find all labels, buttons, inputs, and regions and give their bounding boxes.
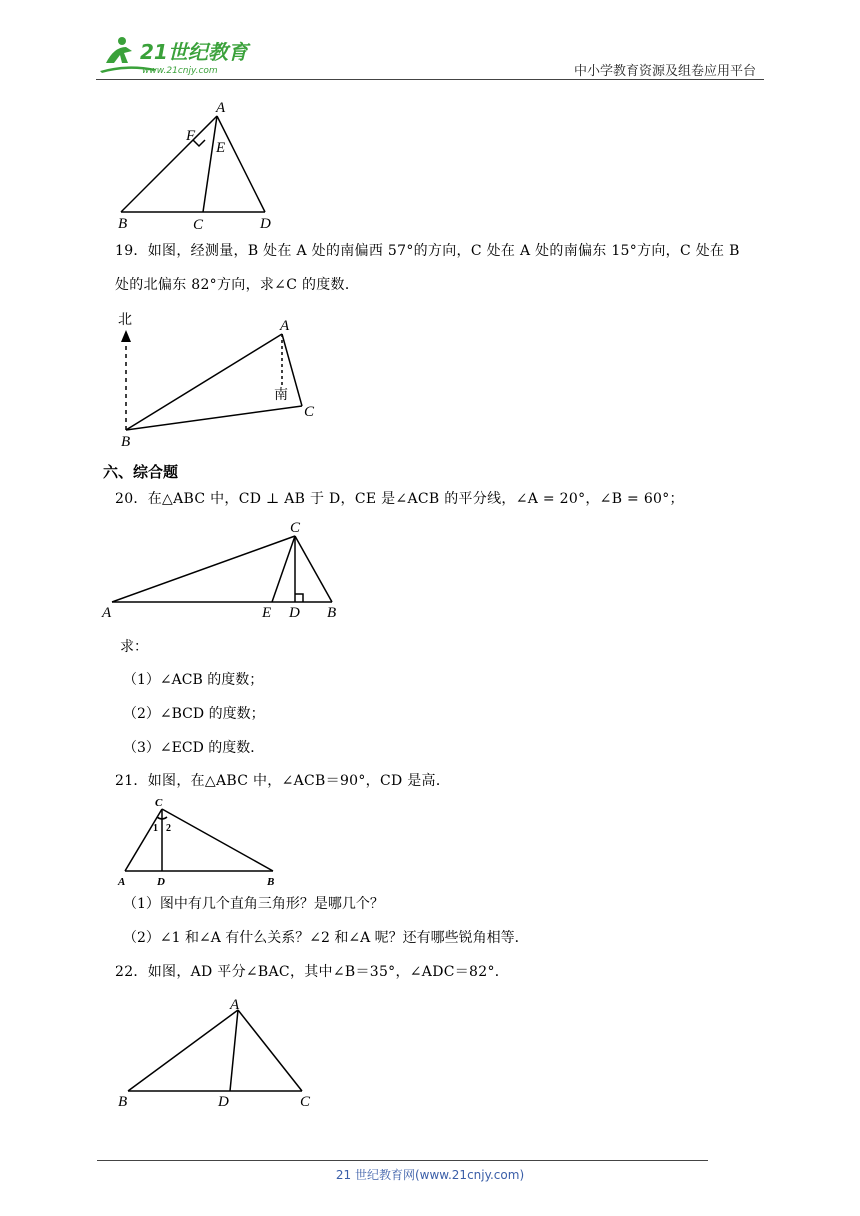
q21-sub1: （1）图中有几个直角三角形？是哪几个？: [123, 896, 384, 912]
label-C: C: [193, 217, 204, 233]
footer-divider: [97, 1160, 708, 1161]
label-C: C: [290, 520, 301, 536]
label-B: B: [118, 216, 128, 232]
q19-line2: 处的北偏东 82°方向，求∠C 的度数．: [115, 277, 360, 293]
label-A: A: [230, 997, 240, 1013]
label-A: A: [118, 876, 126, 888]
label-D: D: [218, 1094, 229, 1110]
label-C: C: [300, 1094, 311, 1110]
logo-text: 21世纪教育: [140, 40, 248, 64]
header-divider: [96, 79, 764, 80]
q20-sub1: （1）∠ACB 的度数；: [123, 672, 264, 688]
figure-q22: [112, 994, 322, 1116]
figure-q20: [100, 518, 350, 626]
label-E: E: [216, 140, 226, 156]
label-angle-1: 1: [153, 823, 158, 834]
label-B: B: [327, 605, 337, 621]
label-angle-2: 2: [166, 823, 171, 834]
figure-q18: [110, 96, 290, 240]
label-D: D: [289, 605, 300, 621]
section-title: 六、综合题: [103, 463, 179, 481]
figure-q19: [110, 306, 330, 456]
figure-q21: [115, 795, 285, 895]
label-C: C: [155, 797, 163, 809]
site-logo: [96, 33, 256, 79]
label-F: F: [186, 128, 196, 144]
q20-sub3: （3）∠ECD 的度数．: [123, 740, 265, 756]
q19-line1: 19．如图，经测量，B 处在 A 处的南偏西 57°的方向，C 处在 A 处的南偏东 15°方向，C 处在 B: [115, 243, 740, 259]
label-A: A: [280, 318, 290, 334]
label-C: C: [304, 404, 315, 420]
label-south: 南: [274, 387, 288, 403]
q20-ask: 求：: [120, 639, 148, 655]
q20-stem: 20．在△ABC 中，CD ⊥ AB 于 D，CE 是∠ACB 的平分线，∠A = 20°，∠B = 60°；: [115, 491, 684, 507]
label-D: D: [260, 216, 271, 232]
label-B: B: [118, 1094, 128, 1110]
q21-sub2: （2）∠1 和∠A 有什么关系？∠2 和∠A 呢？还有哪些锐角相等．: [123, 930, 529, 946]
label-A: A: [216, 100, 226, 116]
q21-stem: 21．如图，在△ABC 中，∠ACB＝90°，CD 是高．: [115, 773, 451, 789]
label-D: D: [157, 876, 165, 888]
label-E: E: [262, 605, 272, 621]
footer-text[interactable]: 21 世纪教育网(www.21cnjy.com): [335, 1168, 525, 1182]
label-north: 北: [118, 312, 132, 328]
label-B: B: [121, 434, 131, 450]
q20-sub2: （2）∠BCD 的度数；: [123, 706, 265, 722]
label-A: A: [102, 605, 112, 621]
q22-stem: 22．如图，AD 平分∠BAC，其中∠B＝35°，∠ADC＝82°．: [115, 964, 510, 980]
site-name: 中小学教育资源及组卷应用平台: [573, 64, 756, 79]
label-B: B: [267, 876, 275, 888]
logo-url: www.21cnjy.com: [142, 66, 218, 76]
